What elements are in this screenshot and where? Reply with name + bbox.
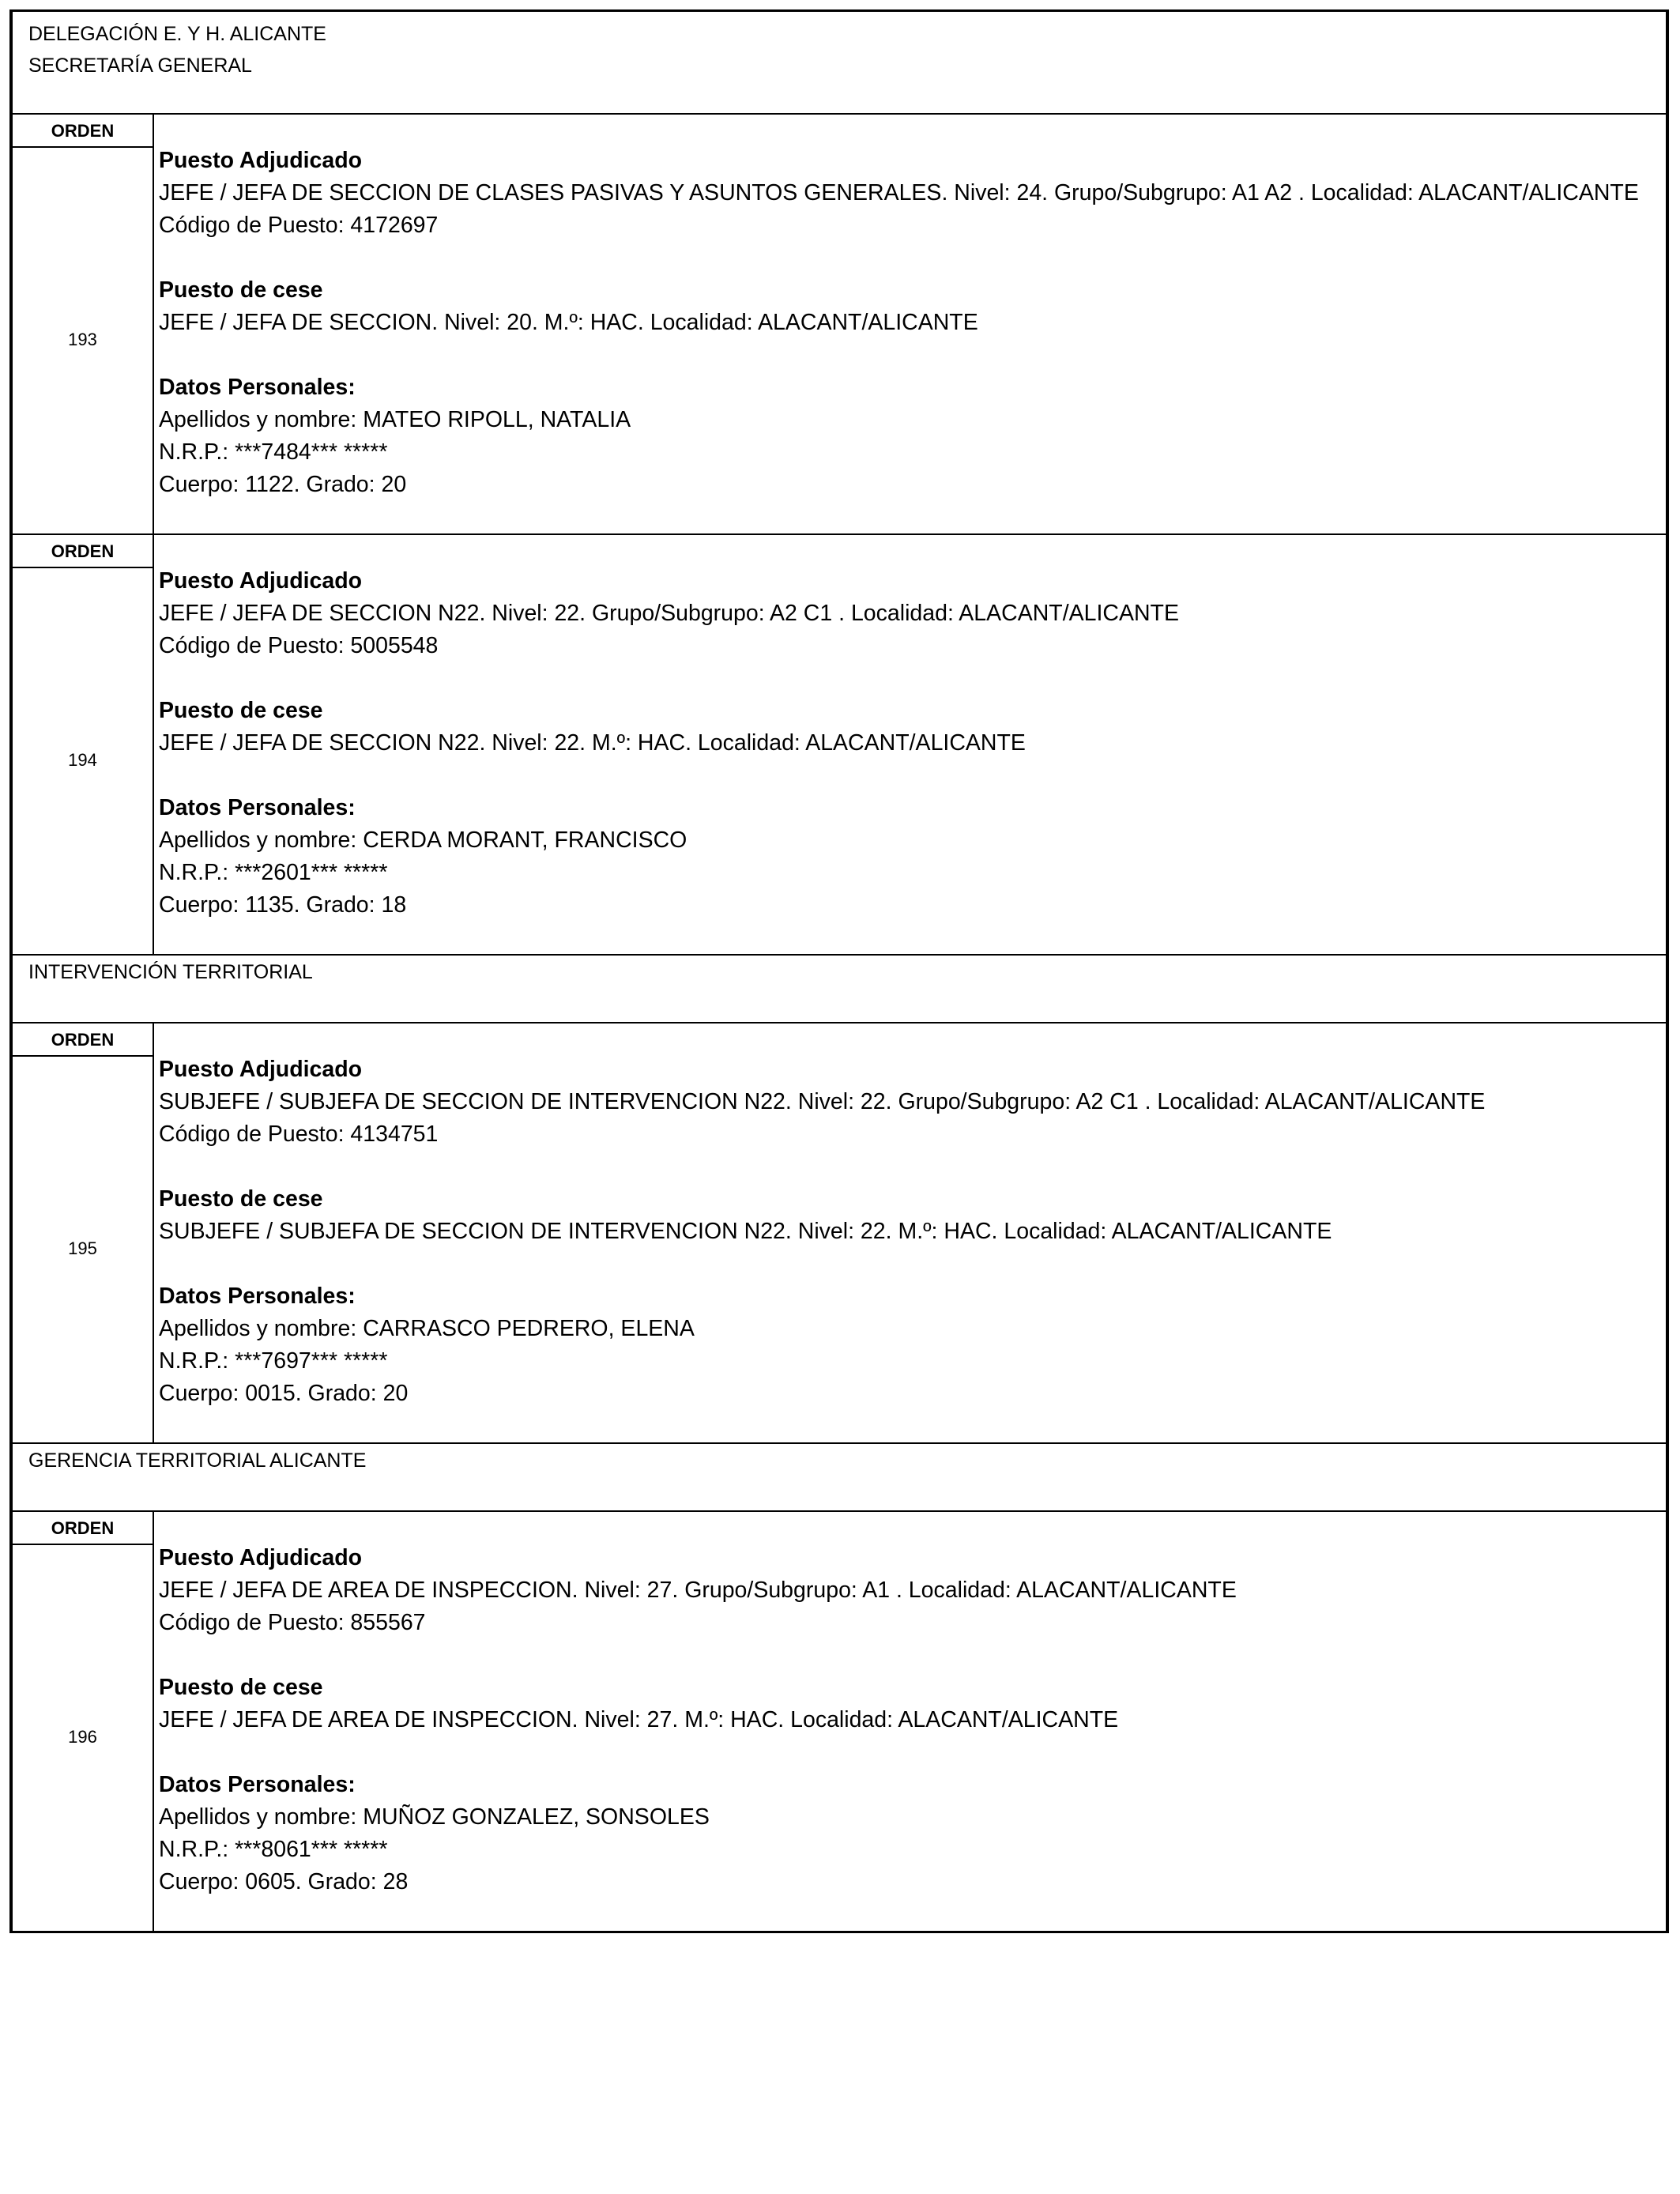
datos-personales-heading: Datos Personales: <box>159 1284 356 1309</box>
codigo-puesto: Código de Puesto: 4172697 <box>159 213 439 238</box>
orden-cell <box>11 114 153 534</box>
entry-row <box>11 114 1667 534</box>
puesto-adjudicado-text: JEFE / JEFA DE AREA DE INSPECCION. Nivel: 27. Grupo/Subgrupo: A1 . Localidad: ALACANT/ALICANTE <box>159 1578 1237 1603</box>
orden-number: 193 <box>68 330 97 349</box>
nrp: N.R.P.: ***7484*** ***** <box>159 439 388 465</box>
section-title: INTERVENCIÓN TERRITORIAL <box>11 955 1667 1023</box>
orden-number: 195 <box>68 1238 97 1258</box>
header-delegation: DELEGACIÓN E. Y H. ALICANTE <box>28 23 326 45</box>
puesto-cese-text: JEFE / JEFA DE SECCION. Nivel: 20. M.º: HAC. Localidad: ALACANT/ALICANTE <box>159 310 978 335</box>
cuerpo-grado: Cuerpo: 1122. Grado: 20 <box>159 472 407 497</box>
datos-personales-heading: Datos Personales: <box>159 795 356 820</box>
puesto-cese-text: JEFE / JEFA DE AREA DE INSPECCION. Nivel: 27. M.º: HAC. Localidad: ALACANT/ALICANTE <box>159 1707 1119 1732</box>
puesto-adjudicado-text: SUBJEFE / SUBJEFA DE SECCION DE INTERVENCION N22. Nivel: 22. Grupo/Subgrupo: A2 C1 . Localidad: ALACANT/ALICANTE <box>159 1089 1486 1114</box>
apellidos-nombre: Apellidos y nombre: MUÑOZ GONZALEZ, SONSOLES <box>159 1804 710 1830</box>
entry-detail <box>153 1023 1667 1443</box>
orden-cell <box>11 534 153 955</box>
puesto-cese-heading: Puesto de cese <box>159 1186 323 1212</box>
puesto-adjudicado-text: JEFE / JEFA DE SECCION N22. Nivel: 22. Grupo/Subgrupo: A2 C1 . Localidad: ALACANT/ALICANTE <box>159 601 1179 626</box>
nrp: N.R.P.: ***7697*** ***** <box>159 1348 388 1374</box>
apellidos-nombre: Apellidos y nombre: MATEO RIPOLL, NATALIA <box>159 407 631 432</box>
cuerpo-grado: Cuerpo: 1135. Grado: 18 <box>159 892 407 918</box>
entry-row <box>11 1511 1667 1932</box>
apellidos-nombre: Apellidos y nombre: CARRASCO PEDRERO, ELENA <box>159 1316 695 1341</box>
orden-label: ORDEN <box>13 115 153 148</box>
orden-label: ORDEN <box>13 535 153 568</box>
puesto-cese-heading: Puesto de cese <box>159 277 323 303</box>
cuerpo-grado: Cuerpo: 0015. Grado: 20 <box>159 1381 409 1406</box>
cuerpo-grado: Cuerpo: 0605. Grado: 28 <box>159 1869 409 1894</box>
orden-number: 196 <box>68 1727 97 1747</box>
orden-label: ORDEN <box>13 1512 153 1545</box>
orden-cell <box>11 1023 153 1443</box>
orden-label: ORDEN <box>13 1023 153 1057</box>
puesto-adjudicado-heading: Puesto Adjudicado <box>159 1057 363 1082</box>
datos-personales-heading: Datos Personales: <box>159 1772 356 1797</box>
header-row <box>11 11 1667 115</box>
resolution-table <box>9 9 1669 1933</box>
puesto-cese-heading: Puesto de cese <box>159 1675 323 1700</box>
apellidos-nombre: Apellidos y nombre: CERDA MORANT, FRANCISCO <box>159 827 687 853</box>
header-cell <box>11 11 1667 115</box>
orden-cell <box>11 1511 153 1932</box>
puesto-cese-heading: Puesto de cese <box>159 698 323 723</box>
puesto-cese-text: JEFE / JEFA DE SECCION N22. Nivel: 22. M.º: HAC. Localidad: ALACANT/ALICANTE <box>159 730 1026 756</box>
orden-number: 194 <box>68 750 97 770</box>
puesto-adjudicado-text: JEFE / JEFA DE SECCION DE CLASES PASIVAS Y ASUNTOS GENERALES. Nivel: 24. Grupo/Subgrupo: A1 A2 . Localidad: ALACANT/ALICANTE <box>159 180 1639 205</box>
datos-personales-heading: Datos Personales: <box>159 375 356 400</box>
puesto-adjudicado-heading: Puesto Adjudicado <box>159 568 363 594</box>
section-title: GERENCIA TERRITORIAL ALICANTE <box>11 1443 1667 1511</box>
entry-row <box>11 1023 1667 1443</box>
section-row <box>11 1443 1667 1511</box>
codigo-puesto: Código de Puesto: 5005548 <box>159 633 439 658</box>
nrp: N.R.P.: ***8061*** ***** <box>159 1837 388 1862</box>
header-department: SECRETARÍA GENERAL <box>28 55 252 77</box>
entry-detail <box>153 1511 1667 1932</box>
puesto-cese-text: SUBJEFE / SUBJEFA DE SECCION DE INTERVENCION N22. Nivel: 22. M.º: HAC. Localidad: ALACANT/ALICANTE <box>159 1219 1332 1244</box>
entry-detail <box>153 534 1667 955</box>
section-row <box>11 955 1667 1023</box>
puesto-adjudicado-heading: Puesto Adjudicado <box>159 148 363 173</box>
codigo-puesto: Código de Puesto: 855567 <box>159 1610 426 1635</box>
nrp: N.R.P.: ***2601*** ***** <box>159 860 388 885</box>
entry-row <box>11 534 1667 955</box>
codigo-puesto: Código de Puesto: 4134751 <box>159 1122 439 1147</box>
entry-detail <box>153 114 1667 534</box>
puesto-adjudicado-heading: Puesto Adjudicado <box>159 1545 363 1570</box>
